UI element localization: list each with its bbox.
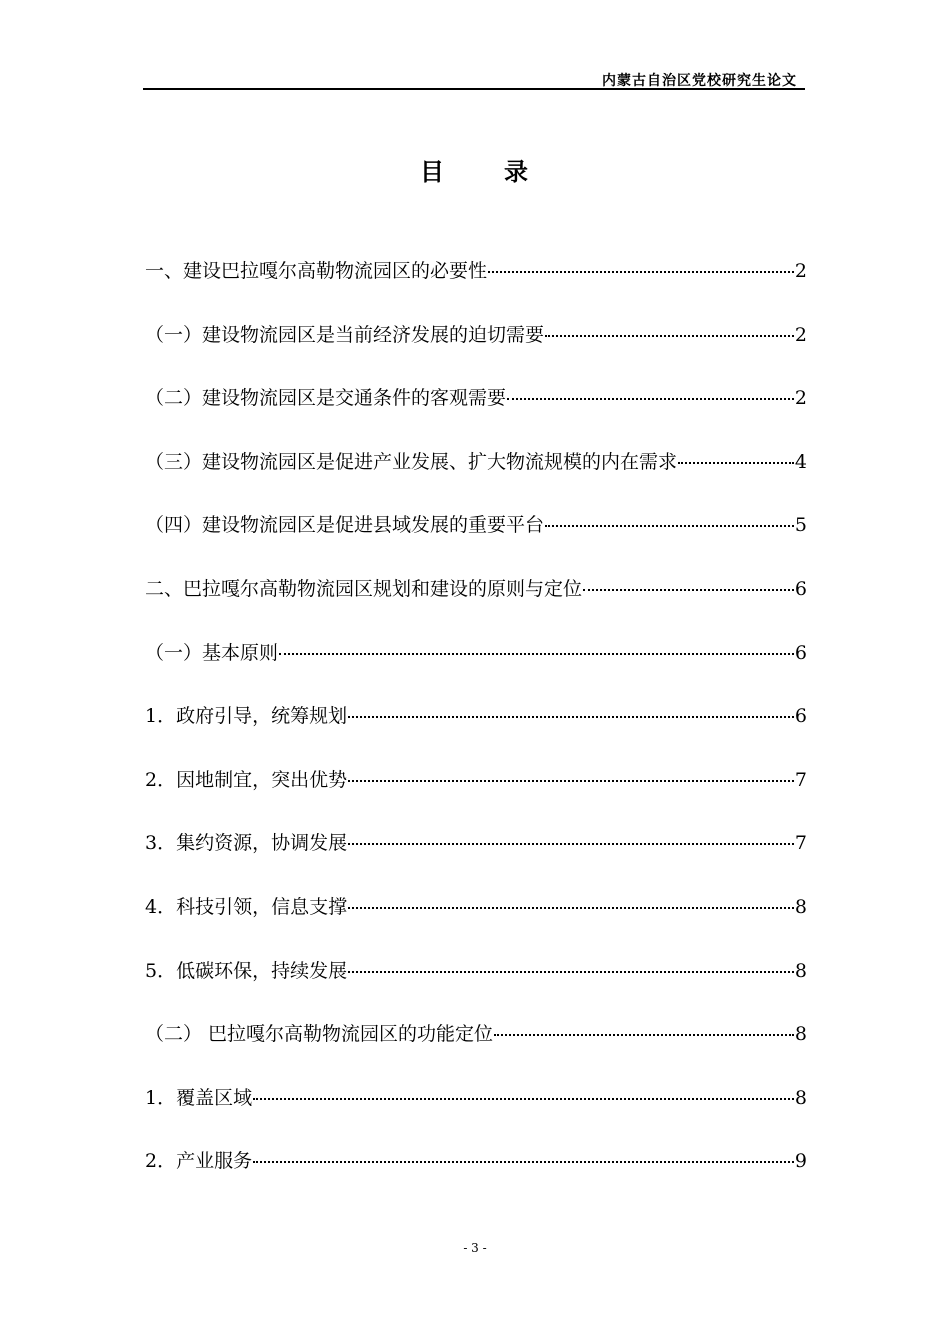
toc-entry-page: 6	[794, 641, 807, 664]
toc-entry-page: 4	[794, 450, 807, 473]
toc-entry-label: 2．因地制宜，突出优势	[145, 768, 348, 791]
toc-leader	[507, 398, 794, 400]
toc-leader	[488, 271, 794, 273]
toc-leader	[253, 1161, 794, 1163]
toc-leader	[678, 462, 794, 464]
toc-leader	[279, 653, 794, 655]
toc-entry-page: 2	[794, 323, 807, 346]
toc-leader	[545, 525, 794, 527]
toc-entry-page: 6	[794, 577, 807, 600]
toc-entry[interactable]	[145, 574, 807, 638]
toc-entry[interactable]	[145, 1019, 807, 1083]
toc-entry[interactable]	[145, 447, 807, 511]
toc-entry[interactable]	[145, 892, 807, 956]
toc-entry-label: 5．低碳环保，持续发展	[145, 959, 348, 982]
toc-entry-label: （二）建设物流园区是交通条件的客观需要	[145, 387, 507, 410]
toc-leader	[545, 335, 794, 337]
toc-leader	[348, 907, 794, 909]
toc-entry-page: 8	[794, 895, 807, 918]
toc-entry[interactable]	[145, 828, 807, 892]
toc-entry-label: （三）建设物流园区是促进产业发展、扩大物流规模的内在需求	[145, 450, 678, 473]
toc-entry[interactable]	[145, 956, 807, 1020]
toc-leader	[253, 1098, 794, 1100]
toc-entry-page: 9	[794, 1150, 807, 1173]
toc-entry-page: 7	[794, 768, 807, 791]
toc-entry-label: 二、巴拉嘎尔高勒物流园区规划和建设的原则与定位	[145, 577, 583, 600]
toc-entry-page: 8	[794, 1023, 807, 1046]
toc-leader	[348, 971, 794, 973]
title-char-1: 目	[420, 158, 446, 186]
toc-entry-label: （一）建设物流园区是当前经济发展的迫切需要	[145, 323, 545, 346]
toc-leader	[583, 589, 794, 591]
header-title: 内蒙古自治区党校研究生论文	[602, 73, 797, 89]
toc-entry[interactable]	[145, 765, 807, 829]
toc-entry-label: （四）建设物流园区是促进县域发展的重要平台	[145, 514, 545, 537]
toc-entry-label: （一）基本原则	[145, 641, 279, 664]
table-of-contents	[145, 256, 807, 1210]
page-number: - 3 -	[463, 1241, 487, 1255]
toc-leader	[348, 716, 794, 718]
toc-entry-label: 2．产业服务	[145, 1150, 253, 1173]
toc-leader	[348, 780, 794, 782]
toc-entry-label: （二） 巴拉嘎尔高勒物流园区的功能定位	[145, 1023, 494, 1046]
toc-entry-page: 8	[794, 959, 807, 982]
page-header	[143, 66, 805, 90]
toc-entry-page: 2	[794, 260, 807, 282]
toc-entry-label: 1．覆盖区域	[145, 1086, 253, 1109]
toc-entry[interactable]	[145, 320, 807, 384]
toc-entry-page: 5	[794, 514, 807, 537]
toc-entry-page: 2	[794, 387, 807, 410]
toc-entry-label: 3．集约资源，协调发展	[145, 832, 348, 855]
toc-leader	[494, 1034, 794, 1036]
page-footer	[0, 1241, 950, 1255]
toc-entry[interactable]	[145, 1083, 807, 1147]
toc-entry[interactable]	[145, 383, 807, 447]
toc-entry-label: 一、建设巴拉嘎尔高勒物流园区的必要性	[145, 260, 488, 282]
toc-entry-page: 7	[794, 832, 807, 855]
toc-entry-label: 1．政府引导，统筹规划	[145, 705, 348, 728]
toc-entry[interactable]	[145, 701, 807, 765]
toc-entry[interactable]	[145, 638, 807, 702]
toc-entry-page: 6	[794, 705, 807, 728]
toc-entry[interactable]	[145, 256, 807, 320]
toc-entry[interactable]	[145, 510, 807, 574]
toc-entry-label: 4．科技引领，信息支撑	[145, 895, 348, 918]
toc-entry[interactable]	[145, 1146, 807, 1210]
toc-leader	[348, 843, 794, 845]
toc-entry-page: 8	[794, 1086, 807, 1109]
title-char-2: 录	[504, 158, 530, 186]
page-title	[0, 152, 950, 187]
